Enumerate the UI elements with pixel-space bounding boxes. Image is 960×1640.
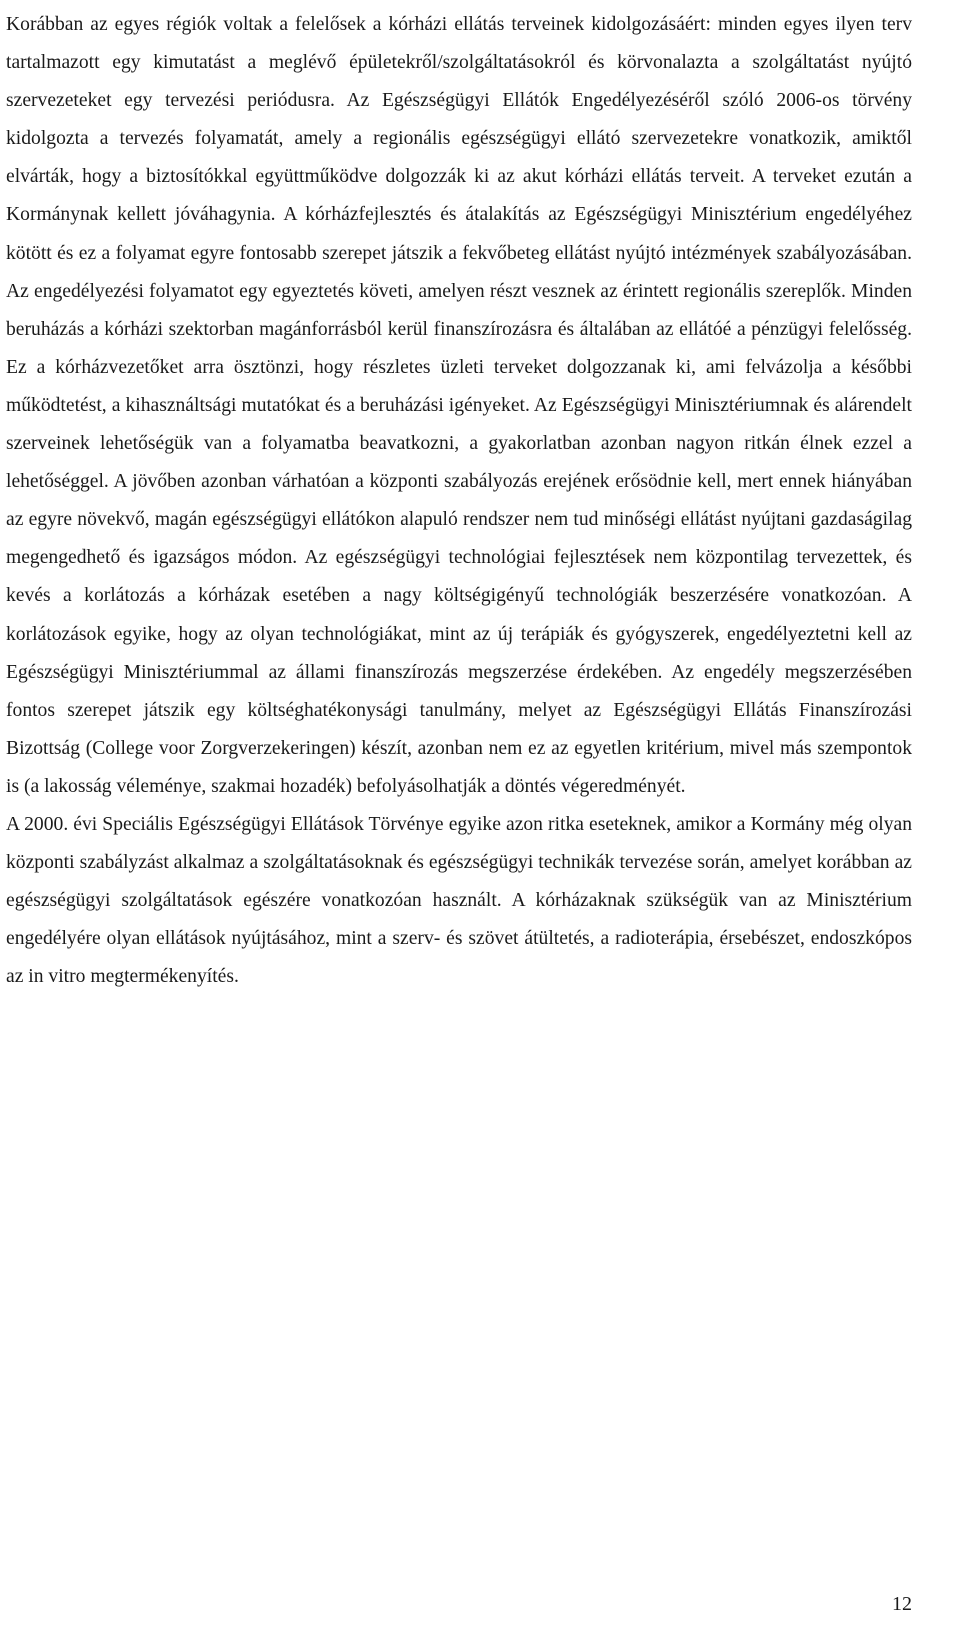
body-text bbox=[6, 6, 912, 996]
page-number: 12 bbox=[892, 1593, 912, 1615]
paragraph-special-care-act: A 2000. évi Speciális Egészségügyi Ellátások Törvénye egyike azon ritka eseteknek, amikor a Kormány még olyan központi szabályzást alkalmaz a szolgáltatásoknak és egészségügyi technikák tervezése során, amelyet korábban az egészségügyi szolgáltatások egészére vonatkozóan használt. A kórházaknak szükségük van az Minisztérium engedélyére olyan ellátások nyújtásához, mint a szerv- és szövet átültetés, a radioterápia, érsebészet, endoszkópos az in vitro megtermékenyítés. bbox=[6, 813, 912, 988]
paragraph-hospital-planning: Korábban az egyes régiók voltak a felelősek a kórházi ellátás terveinek kidolgozásáért: minden egyes ilyen terv tartalmazott egy kimutatást a meglévő épületekről/szolgáltatásokról és körvonalazta a szolgáltatást nyújtó szervezeteket egy tervezési periódusra. Az Egészségügyi Ellátók Engedélyezéséről szóló 2006-os törvény kidolgozta a tervezés folyamatát, amely a regionális egészségügyi ellátó szervezetekre vonatkozik, amiktől elvárták, hogy a biztosítókkal együttműködve dolgozzák ki az akut kórházi ellátás terveit. A terveket ezután a Kormánynak kellett jóváhagynia. A kórházfejlesztés és átalakítás az Egészségügyi Minisztérium engedélyéhez kötött és ez a folyamat egyre fontosabb szerepet játszik a fekvőbeteg ellátást nyújtó intézmények szabályozásában. Az engedélyezési folyamatot egy egyeztetés követi, amelyen részt vesznek az érintett regionális szereplők. Minden beruházás a kórházi szektorban magánforrásból kerül finanszírozásra és általában az ellátóé a pénzügyi felelősség. Ez a kórházvezetőket arra ösztönzi, hogy részletes üzleti terveket dolgozzanak ki, ami felvázolja a későbbi működtetést, a kihasználtsági mutatókat és a beruházási igényeket. Az Egészségügyi Minisztériumnak és alárendelt szerveinek lehetőségük van a folyamatba beavatkozni, a gyakorlatban azonban nagyon ritkán élnek ezzel a lehetőséggel. A jövőben azonban várhatóan a központi szabályozás erejének erősödnie kell, mert ennek hiányában az egyre növekvő, magán egészségügyi ellátókon alapuló rendszer nem tud minőségi ellátást nyújtani gazdaságilag megengedhető és igazságos módon. Az egészségügyi technológiai fejlesztések nem központilag tervezettek, és kevés a korlátozás a kórházak esetében a nagy költségigényű technológiák beszerzésére vonatkozóan. A korlátozások egyike, hogy az olyan technológiákat, mint az új terápiák és gyógyszerek, engedélyeztetni kell az Egészségügyi Minisztériummal az állami finanszírozás megszerzése érdekében. Az engedély megszerzésében fontos szerepet játszik egy költséghatékonysági tanulmány, melyet az Egészségügyi Ellátás Finanszírozási Bizottság (College voor Zorgverzekeringen) készít, azonban nem ez az egyetlen kritérium, mivel más szempontok is (a lakosság véleménye, szakmai hozadék) befolyásolhatják a döntés végeredményét. bbox=[6, 14, 912, 797]
